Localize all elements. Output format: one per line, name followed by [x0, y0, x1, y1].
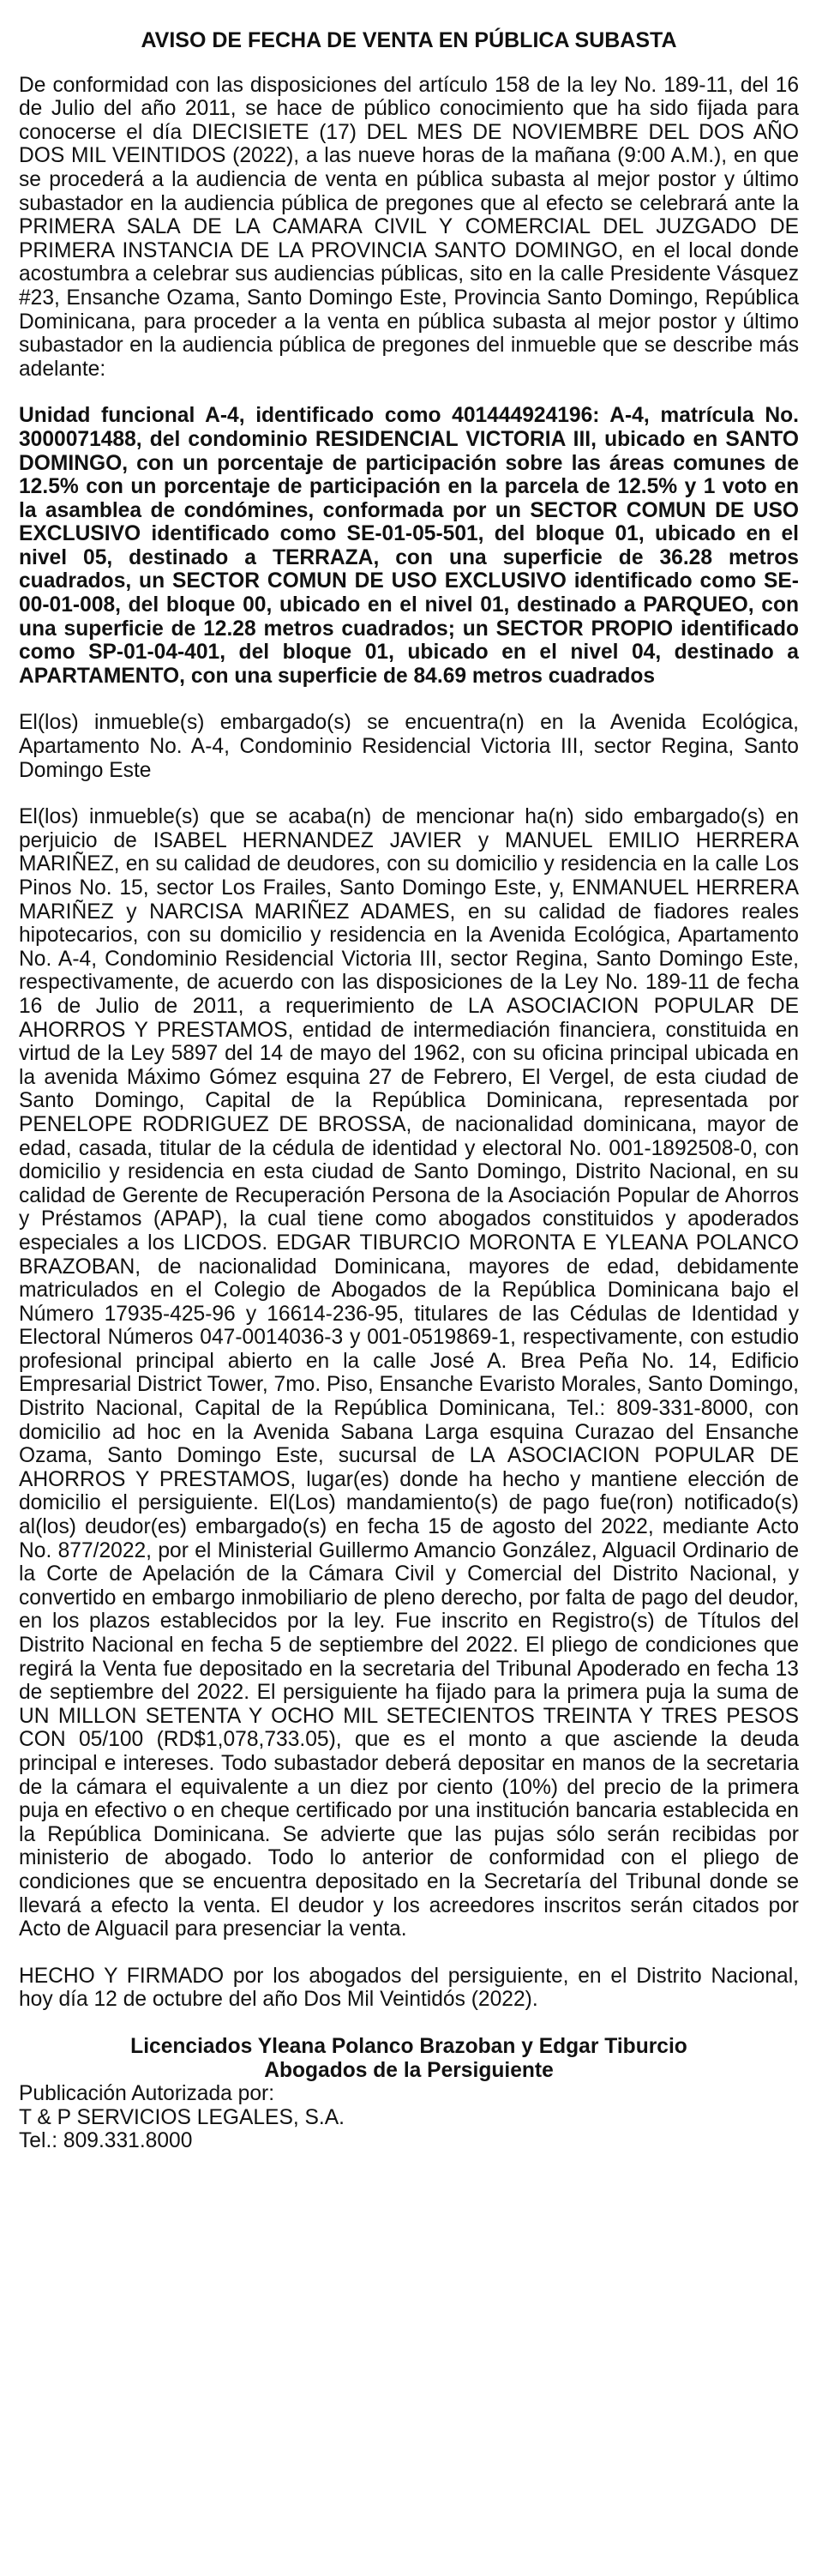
notice-paragraph-seizure-details: El(los) inmueble(s) que se acaba(n) de mencionar ha(n) sido embargado(s) en perjuicio de ISABEL HERNANDEZ JAVIER y MANUEL EMILIO HERRERA MARIÑEZ, en su calidad de deudores, con su domicilio y residencia en la calle Los Pinos No. 15, sector Los Frailes, Santo Domingo Este, y, ENMANUEL HERRERA MARIÑEZ y NARCISA MARIÑEZ ADAMES, en su calidad de fiadores reales hipotecarios, con su domicilio y residencia en la Avenida Ecológica, Apartamento No. A-4, Condominio Residencial Victoria III, sector Regina, Santo Domingo Este, respectivamente, de acuerdo con las disposiciones de la Ley No. 189-11 de fecha 16 de Julio de 2011, a requerimiento de LA ASOCIACION POPULAR DE AHORROS Y PRESTAMOS, entidad de intermediación financiera, constituida en virtud de la Ley 5897 del 14 de mayo del 1962, con su oficina principal ubicada en la avenida Máximo Gómez esquina 27 de Febrero, El Vergel, de esta ciudad de Santo Domingo, Capital de la República Dominicana, representada por PENELOPE RODRIGUEZ DE BROSSA, de nacionalidad dominicana, mayor de edad, casada, titular de la cédula de identidad y electoral No. 001-1892508-0, con domicilio y residencia en esta ciudad de Santo Domingo, Distrito Nacional, en su calidad de Gerente de Recuperación Persona de la Asociación Popular de Ahorros y Préstamos (APAP), la cual tiene como abogados constituidos y apoderados especiales a los LICDOS. EDGAR TIBURCIO MORONTA E YLEANA POLANCO BRAZOBAN, de nacionalidad Dominicana, mayores de edad, debidamente matriculados en el Colegio de Abogados de la República Dominicana bajo el Número 17935-425-96 y 16614-236-95, titulares de las Cédulas de Identidad y Electoral Números 047-0014036-3 y 001-0519869-1, respectivamente, con estudio profesional principal abierto en la calle José A. Brea Peña No. 14, Edificio Empresarial District Tower, 7mo. Piso, Ensanche Evaristo Morales, Santo Domingo, Distrito Nacional, Capital de la República Dominicana, Tel.: 809-331-8000, con domicilio ad hoc en la Avenida Sabana Larga esquina Curazao del Ensanche Ozama, Santo Domingo Este, sucursal de LA ASOCIACION POPULAR DE AHORROS Y PRESTAMOS, lugar(es) donde ha hecho y mantiene elección de domicilio el persiguiente. El(Los) mandamiento(s) de pago fue(ron) notificado(s) al(los) deudor(es) embargado(s) en fecha 15 de agosto del 2022, mediante Acto No. 877/2022, por el Ministerial Guillermo Amancio González, Alguacil Ordinario de la Corte de Apelación de la Cámara Civil y Comercial del Distrito Nacional, y convertido en embargo inmobiliario de pleno derecho, por falta de pago del deudor, en los plazos establecidos por la ley. Fue inscrito en Registro(s) de Títulos del Distrito Nacional en fecha 5 de septiembre del 2022. El pliego de condiciones que regirá la Venta fue depositado en la secretaria del Tribunal Apoderado en fecha 13 de septiembre del 2022. El persiguiente ha fijado para la primera puja la suma de UN MILLON SETENTA Y OCHO MIL SETECIENTOS TREINTA Y TRES PESOS CON 05/100 (RD$1,078,733.05), que es el monto a que asciende la deuda principal e intereses. Todo subastador deberá depositar en manos de la secretaria de la cámara el equivalente a un diez por ciento (10%) del precio de la primera puja en efectivo o en cheque certificado por una institución bancaria establecida en la República Dominicana. Se advierte que las pujas sólo serán recibidas por ministerio de abogado. Todo lo anterior de conformidad con el pliego de condiciones que se encuentra depositado en la Secretaría del Tribunal donde se llevará a efecto la venta. El deudor y los acreedores inscritos serán citados por Acto de Alguacil para presenciar la venta.	[19, 805, 799, 1941]
notice-paragraph-signed: HECHO Y FIRMADO por los abogados del persiguiente, en el Distrito Nacional, hoy día 12 de octubre del año Dos Mil Veintidós (2022).	[19, 1964, 799, 2012]
signature-role: Abogados de la Persiguiente	[264, 2058, 554, 2082]
notice-paragraph-property-location: El(los) inmueble(s) embargado(s) se encuentra(n) en la Avenida Ecológica, Apartamento No. A-4, Condominio Residencial Victoria III, sector Regina, Santo Domingo Este	[19, 711, 799, 782]
signature-lawyers: Licenciados Yleana Polanco Brazoban y Edgar Tiburcio	[130, 2034, 687, 2058]
notice-title: AVISO DE FECHA DE VENTA EN PÚBLICA SUBASTA	[141, 28, 677, 52]
footer-company: T & P SERVICIOS LEGALES, S.A.	[19, 2105, 345, 2129]
footer-authorized-by: Publicación Autorizada por:	[19, 2082, 275, 2106]
notice-paragraph-intro: De conformidad con las disposiciones del artículo 158 de la ley No. 189-11, del 16 de Julio del año 2011, se hace de público conocimiento que ha sido fijada para conocerse el día DIECISIETE (17) DEL MES DE NOVIEMBRE DEL DOS AÑO DOS MIL VEINTIDOS (2022), a las nueve horas de la mañana (9:00 A.M.), en que se procederá a la audiencia de venta en pública subasta al mejor postor y último subastador en la audiencia pública de pregones que al efecto se celebrará ante la PRIMERA SALA DE LA CAMARA CIVIL Y COMERCIAL DEL JUZGADO DE PRIMERA INSTANCIA DE LA PROVINCIA SANTO DOMINGO, en el local donde acostumbra a celebrar sus audiencias públicas, sito en la calle Presidente Vásquez #23, Ensanche Ozama, Santo Domingo Este, Provincia Santo Domingo, República Dominicana, para proceder a la venta en pública subasta al mejor postor y último subastador en la audiencia pública de pregones del inmueble que se describe más adelante:	[19, 73, 799, 381]
footer-phone: Tel.: 809.331.8000	[19, 2129, 193, 2153]
notice-paragraph-property-description: Unidad funcional A-4, identificado como 401444924196: A-4, matrícula No. 3000071488, del condominio RESIDENCIAL VICTORIA III, ubicado en SANTO DOMINGO, con un porcentaje de participación sobre las áreas comunes de 12.5% con un porcentaje de participación en la parcela de 12.5% y 1 voto en la asamblea de condómines, conformada por un SECTOR COMUN DE USO EXCLUSIVO identificado como SE-01-05-501, del bloque 01, ubicado en el nivel 05, destinado a TERRAZA, con una superficie de 36.28 metros cuadrados, un SECTOR COMUN DE USO EXCLUSIVO identificado como SE-00-01-008, del bloque 00, ubicado en el nivel 01, destinado a PARQUEO, con una superficie de 12.28 metros cuadrados; un SECTOR PROPIO identificado como SP-01-04-401, del bloque 01, ubicado en el nivel 04, destinado a APARTAMENTO, con una superficie de 84.69 metros cuadrados	[19, 404, 799, 688]
